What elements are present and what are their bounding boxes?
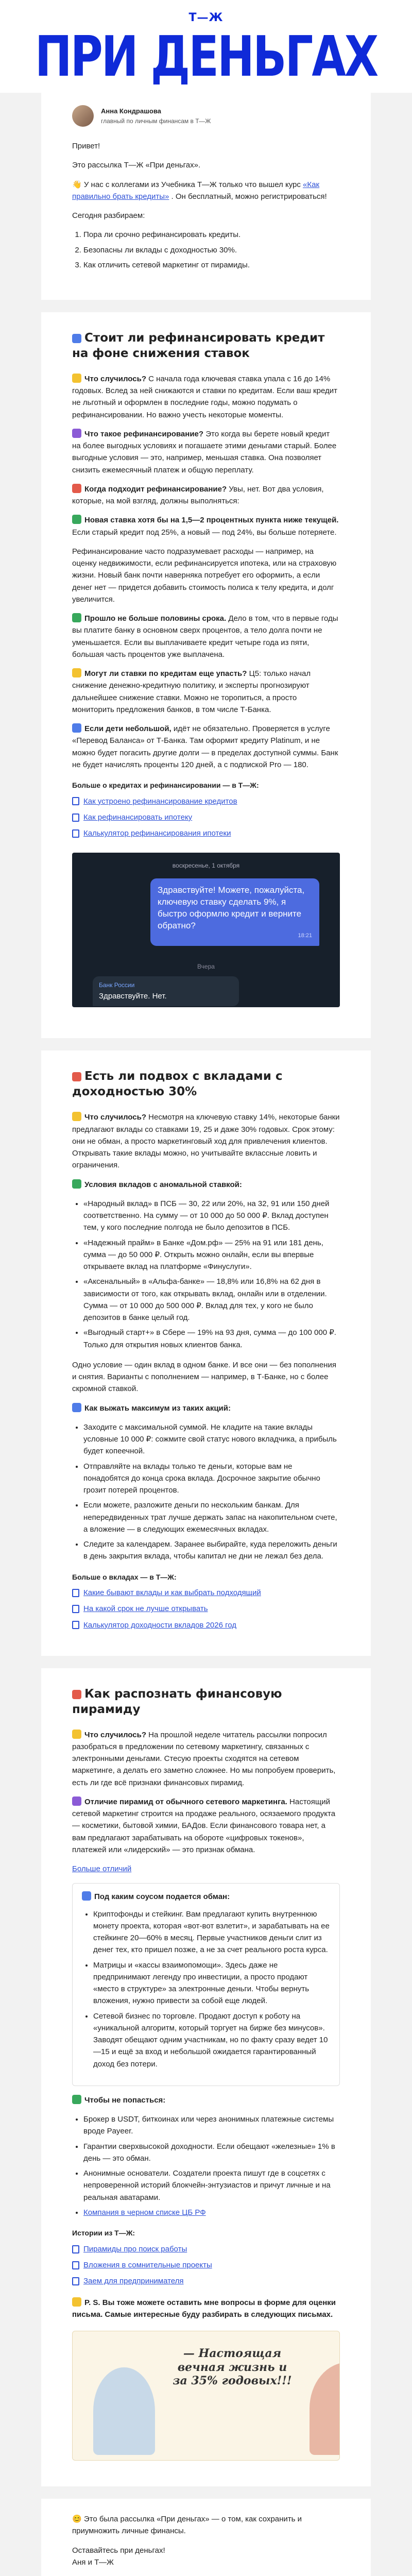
paragraph: Одно условие — один вклад в одном банке. И все они — без пополнения и снятия. Варианты с пополнением — например, в Т-Банке, но с более скромной ставкой. (72, 1360, 336, 1394)
document-icon (72, 797, 79, 805)
paragraph: Что случилось? Несмотря на ключевую ставку 14%, некоторые банки предлагают вклады со ставками 19, 25 и даже 30% годовых. Срок этому: они не обман, а просто маркетинговый ход для привлечения клиентов. Открывать такие вклады можно, но учитывайте вклассные ловить и ограничения. (72, 1113, 340, 1170)
related-link-item[interactable]: Как рефинансировать ипотеку (72, 811, 340, 823)
tip-item: • Следите за календарем. Заранее выбирайте, куда переложить деньги в день закрытия вклада, чтобы капитал не дни не лежал без дела. (83, 1538, 340, 1563)
document-icon (72, 2277, 79, 2285)
pyramid-section (41, 1668, 371, 2486)
document-icon (72, 1605, 79, 1613)
tip-item: • Если можете, разложите деньги по нескольким банкам. Для непередвиденных трат лучше держать запас на накопительном счете, а вложение — в следующих ежемесячных вкладах. (83, 1499, 340, 1535)
related-title: Больше о вкладах — в Т—Ж: (72, 1572, 177, 1581)
chat-date: воскресенье, 1 октября (172, 862, 240, 870)
section-title: Есть ли подвох с вкладами с доходностью 30% (72, 1070, 283, 1099)
signature-line: Оставайтесь при деньгах! (72, 2546, 165, 2555)
document-icon (72, 1589, 79, 1597)
newsletter-header (0, 0, 412, 93)
document-icon (72, 2261, 79, 2269)
agenda-item: 2. Безопасны ли вклады с доходностью 30%. (83, 244, 340, 256)
box-title: Под каким соусом подается обман: (82, 1891, 330, 1903)
document-icon (72, 829, 79, 838)
divider (41, 1656, 371, 1668)
paragraph: Условия вкладов с аномальной ставкой: (72, 1179, 340, 1191)
section-title: Как распознать финансовую пирамиду (72, 1687, 282, 1716)
author-name: Анна Кондрашова (101, 107, 161, 115)
chart-emoji-icon (72, 334, 81, 343)
email-card (41, 93, 371, 2576)
signature-line: Аня и Т—Ж (72, 2557, 114, 2567)
divider (41, 2486, 371, 2499)
tips-list (72, 1421, 340, 1563)
comic-illustration (72, 2331, 340, 2461)
bulb-emoji-icon (72, 374, 81, 383)
refinance-section (41, 312, 371, 1038)
scheme-item: • Матрицы и «кассы взаимопомощи». Здесь даже не предпринимают легенду про инвестиции, а просто продают «место в структуре» за электронные деньги. Чтобы вернуть вложения, нужно привести за собой еще людей. (93, 1959, 330, 2007)
conditions-list (72, 1198, 340, 1351)
tip-item: • Отправляйте на вклады только те деньги, которые вам не понадобятся до конца срока вклада. Досрочное закрытие обычно грозит потерей процентов. (83, 1461, 340, 1497)
more-differences-link[interactable]: Больше отличий (72, 1865, 132, 1874)
divider (41, 300, 371, 312)
history-links (72, 2243, 340, 2287)
condition-item: • «Надежный прайм» в Банке «Дом.рф» — 25% на 91 или 181 день, сумма — до 50 000 ₽. Открыть можно онлайн, если вы впервые открываете вклад на платформе «Финуслуги». (83, 1237, 340, 1273)
message-sender: Банк России (99, 981, 135, 989)
comic-figure-left (93, 2367, 155, 2455)
incoming-message: Банк России Здравствуйте. Нет. (93, 976, 239, 1006)
document-icon (72, 1621, 79, 1629)
chat-meme (72, 853, 340, 1007)
deposits-section (41, 1050, 371, 1655)
related-link-item[interactable]: Калькулятор рефинансирования ипотеки (72, 827, 340, 839)
scheme-item: • Сетевой бизнес по торговле. Продают доступ к роботу на «уникальной алгоритм, который торгует на бирже без минусов». Заводят обещают одним участникам, но по факту сразу ведет 10—15 и ещё за вход и небольшой ожидается гарантированный доход без потери. (93, 2010, 330, 2070)
course-link[interactable]: «Как правильно брать кредиты» (72, 180, 320, 201)
shield-emoji-icon (72, 2095, 81, 2104)
pin-emoji-icon (72, 2297, 81, 2307)
related-link-item[interactable]: Вложения в сомнительные проекты (72, 2259, 340, 2271)
paragraph: Прошло не больше половины срока. Дело в том, что в первые годы вы платите банку в основном сверх процентов, а тело долга почти не уменьшается. Если вы выплачиваете кредит четыре года из пяти, большая часть процентов уже выплачена. (72, 614, 338, 659)
bank-emoji-icon (72, 1072, 81, 1081)
bulb-emoji-icon (72, 1112, 81, 1121)
condition-item: • «Аксенальный» в «Альфа-банке» — 18,8% или 16,8% на 62 дня в зависимости от того, как открывать вклад, онлайн или в отделении. Сумма — от 10 000 до 500 000 ₽. Вклад для тех, у кого не было депозитов в банке целый год. (83, 1276, 340, 1324)
comic-caption: — Настоящая вечная жизнь и за 35% годовых!!! (173, 2347, 292, 2387)
intro-text: Это рассылка Т—Ж «При деньгах». (72, 161, 201, 170)
scheme-box (72, 1883, 340, 2086)
author-role: главный по личным финансам в Т—Ж (101, 117, 211, 125)
condition-item: • «Народный вклад» в ПСБ — 30, 22 или 20%, на 32, 91 или 150 дней соответственно. На сумму — от 10 000 до 50 000 ₽. Вклад доступен тем, у кого последние полгода не было депозитов в ПСБ. (83, 1198, 340, 1234)
alert-emoji-icon (72, 484, 81, 493)
related-link-item[interactable]: Калькулятор доходности вкладов 2026 год (72, 1619, 340, 1631)
check-emoji-icon (72, 515, 81, 524)
bulb-emoji-icon (72, 1730, 81, 1739)
check-emoji-icon (72, 613, 81, 622)
related-link-item[interactable]: На какой срок не лучше открывать (72, 1603, 340, 1615)
closing-text: 😊 Это была рассылка «При деньгах» — о том, как сохранить и приумножить личные финансы. (72, 2515, 302, 2536)
author-block (41, 93, 371, 135)
question-emoji-icon (72, 429, 81, 438)
warning-item: • Компания в черном списке ЦБ РФ (83, 2207, 340, 2218)
tip-item: • Заходите с максимальной суммой. Не кладите на такие вклады условные 10 000 ₽: сожмите свой статус нового вкладчика, а прибыль будет копеечной. (83, 1421, 340, 1458)
warning-signs-list (72, 2113, 340, 2218)
related-title: Истории из Т—Ж: (72, 2229, 135, 2238)
message-time: 18:21 (298, 933, 312, 939)
paragraph: Рефинансирование часто подразумевает расходы — например, на оценку недвижимости, если рефинансируется ипотека, или на страховую жизни. Новый банк почти наверняка потребует его оформить, а если денег нет — придется добавить стоимость полиса к телу кредита, и долг увеличится. (72, 547, 337, 604)
card-emoji-icon (72, 723, 81, 733)
related-link-item[interactable]: Заем для предпринимателя (72, 2275, 340, 2287)
warning-item: • Брокер в USDT, биткоинах или через анонимных платежные системы вроде Payeer. (83, 2113, 340, 2138)
paragraph: Что случилось? На прошлой неделе читатель рассылки попросил разобраться в предложении по сетевому маркетингу, связанных с электронными деньгами. Стесую проекты сходятся на сетевом маркетинге, а делать его заметно сложнее. Но мы попробуем проверить, есть ли где всё признаки финансовых пирамид. (72, 1730, 336, 1787)
document-icon (72, 814, 79, 822)
warning-item: • Анонимные основатели. Создатели проекта пишут где в соцсетях с непроверенной историй блокчейн-энтузиастов и причут личные и на реальная аватарами. (83, 2167, 340, 2204)
paragraph: Как выжать максимум из таких акций: (72, 1402, 340, 1414)
course-announcement: 👋 У нас с коллегами из Учебника Т—Ж только что вышел курс «Как правильно брать кредиты» . Он бесплатный, можно регистрироваться! (72, 180, 327, 201)
related-links (72, 1587, 340, 1631)
related-link-item[interactable]: Какие бывают вклады и как выбрать подходящий (72, 1587, 340, 1599)
warning-emoji-icon (72, 1690, 81, 1699)
paragraph: Что случилось? С начала года ключевая ставка упала с 16 до 14% годовых. Вслед за ней снижаются и ставки по кредитам. Если ваш кредит не льготный и оформлен в последние годы, можно подумать о рефинансировании. Но важно учесть некоторые моменты. (72, 374, 337, 419)
closing-section (41, 2499, 371, 2576)
agenda-item: 3. Как отличить сетевой маркетинг от пирамиды. (83, 259, 340, 271)
postscript: P. S. Вы тоже можете оставить мне вопросы в форме для оценки письма. Самые интересные буду разбирать в следующих письмах. (72, 2298, 336, 2319)
related-link-item[interactable]: Как устроено рефинансирование кредитов (72, 795, 340, 807)
paragraph: Отличие пирамид от обычного сетевого маркетинга. Настоящий сетевой маркетинг строится на продаже реального, осязаемого продукта — косметики, бытовой химии, БАДов. Если финансового товара нет, а вам предлагают зарабатывать на обороте «цифровых токенов», платежей или «лидерский» — это признак обмана. (72, 1797, 336, 1854)
intro-section (41, 135, 371, 300)
scheme-list (82, 1908, 330, 2070)
comic-figure-right (310, 2362, 340, 2455)
chat-day-separator: Вчера (197, 963, 215, 971)
author-avatar (72, 105, 94, 127)
outgoing-message: Здравствуйте! Можете, пожалуйста, ключевую ставку сделать 9%, я быстро оформлю кредит и верните обратно? 18:21 (150, 878, 319, 946)
paragraph: Новая ставка хотя бы на 1,5—2 процентных пункта ниже текущей. Если старый кредит под 25%, а новый — под 24%, вы больше потеряете. (72, 516, 339, 537)
agenda-title: Сегодня разбираем: (72, 211, 145, 220)
thinking-emoji-icon (72, 668, 81, 677)
related-title: Больше о кредитах и рефинансировании — в Т—Ж: (72, 781, 259, 790)
paragraph: Чтобы не попасться: (72, 2094, 340, 2106)
warning-item: • Гарантии сверхвысокой доходности. Если обещают «железные» 1% в день — это обман. (83, 2141, 340, 2165)
related-link-item[interactable]: Пирамиды про поиск работы (72, 2243, 340, 2255)
brand-logo-name: ПРИ ДЕНЬГАХ (35, 25, 377, 90)
document-icon (72, 2245, 79, 2253)
agenda-item: 1. Пора ли срочно рефинансировать кредиты. (83, 229, 340, 241)
pyramid-emoji-icon (72, 1797, 81, 1806)
mask-emoji-icon (82, 1891, 91, 1901)
target-emoji-icon (72, 1403, 81, 1412)
paragraph: Если дети небольшой, идёт не обязательно. Проверяется в услуге «Перевод Баланса» от Т-Банка. Там оформит кредиту Platinum, и не можно будет погасить другие долги — в пределах доступной суммы. Банк не будет начислять проценты 120 дней, а с подпиской Pro — 180. (72, 724, 338, 769)
paragraph: Что такое рефинансирование? Это когда вы берете новый кредит на более выгодных условиях и погашаете этими деньгами старый. Более выгодные условия — это, например, меньшая ставка. Она позволяет снизить ежемесячный платеж и общую переплату. (72, 429, 337, 474)
scheme-item: • Криптофонды и стейкинг. Вам предлагают купить внутреннюю монету проекта, которая «вот-вот взлетит», и зарабатывать на ее стейкинге 20—60% в месяц. Первые участников деньги слит из денег тех, кто пришел позже, а не за счет реального роста курса. (93, 1908, 330, 1956)
brand-logo-mark: Т—Ж (188, 11, 224, 24)
condition-item: • «Выгодный старт+» в Сбере — 19% на 93 дня, сумма — до 100 000 ₽. Только для открытия новых клиентов банка. (83, 1327, 340, 1351)
related-links (72, 795, 340, 840)
section-title: Стоит ли рефинансировать кредит на фоне снижения ставок (72, 331, 325, 360)
list-emoji-icon (72, 1179, 81, 1189)
divider (41, 1038, 371, 1050)
agenda-list (72, 229, 340, 271)
paragraph: Могут ли ставки по кредитам еще упасть? Ц5: только начал снижение денежно-кредитную политику, и эксперты прогнозируют дальнейшее снижение ставки. Можно не торопиться, а просто мониторить предложения банков, в том числе Т-Банка. (72, 669, 311, 714)
greeting: Привет! (72, 142, 100, 150)
paragraph: Когда подходит рефинансирование? Увы, нет. Вот два условия, которые, на мой взгляд, должны выполняться: (72, 484, 324, 506)
